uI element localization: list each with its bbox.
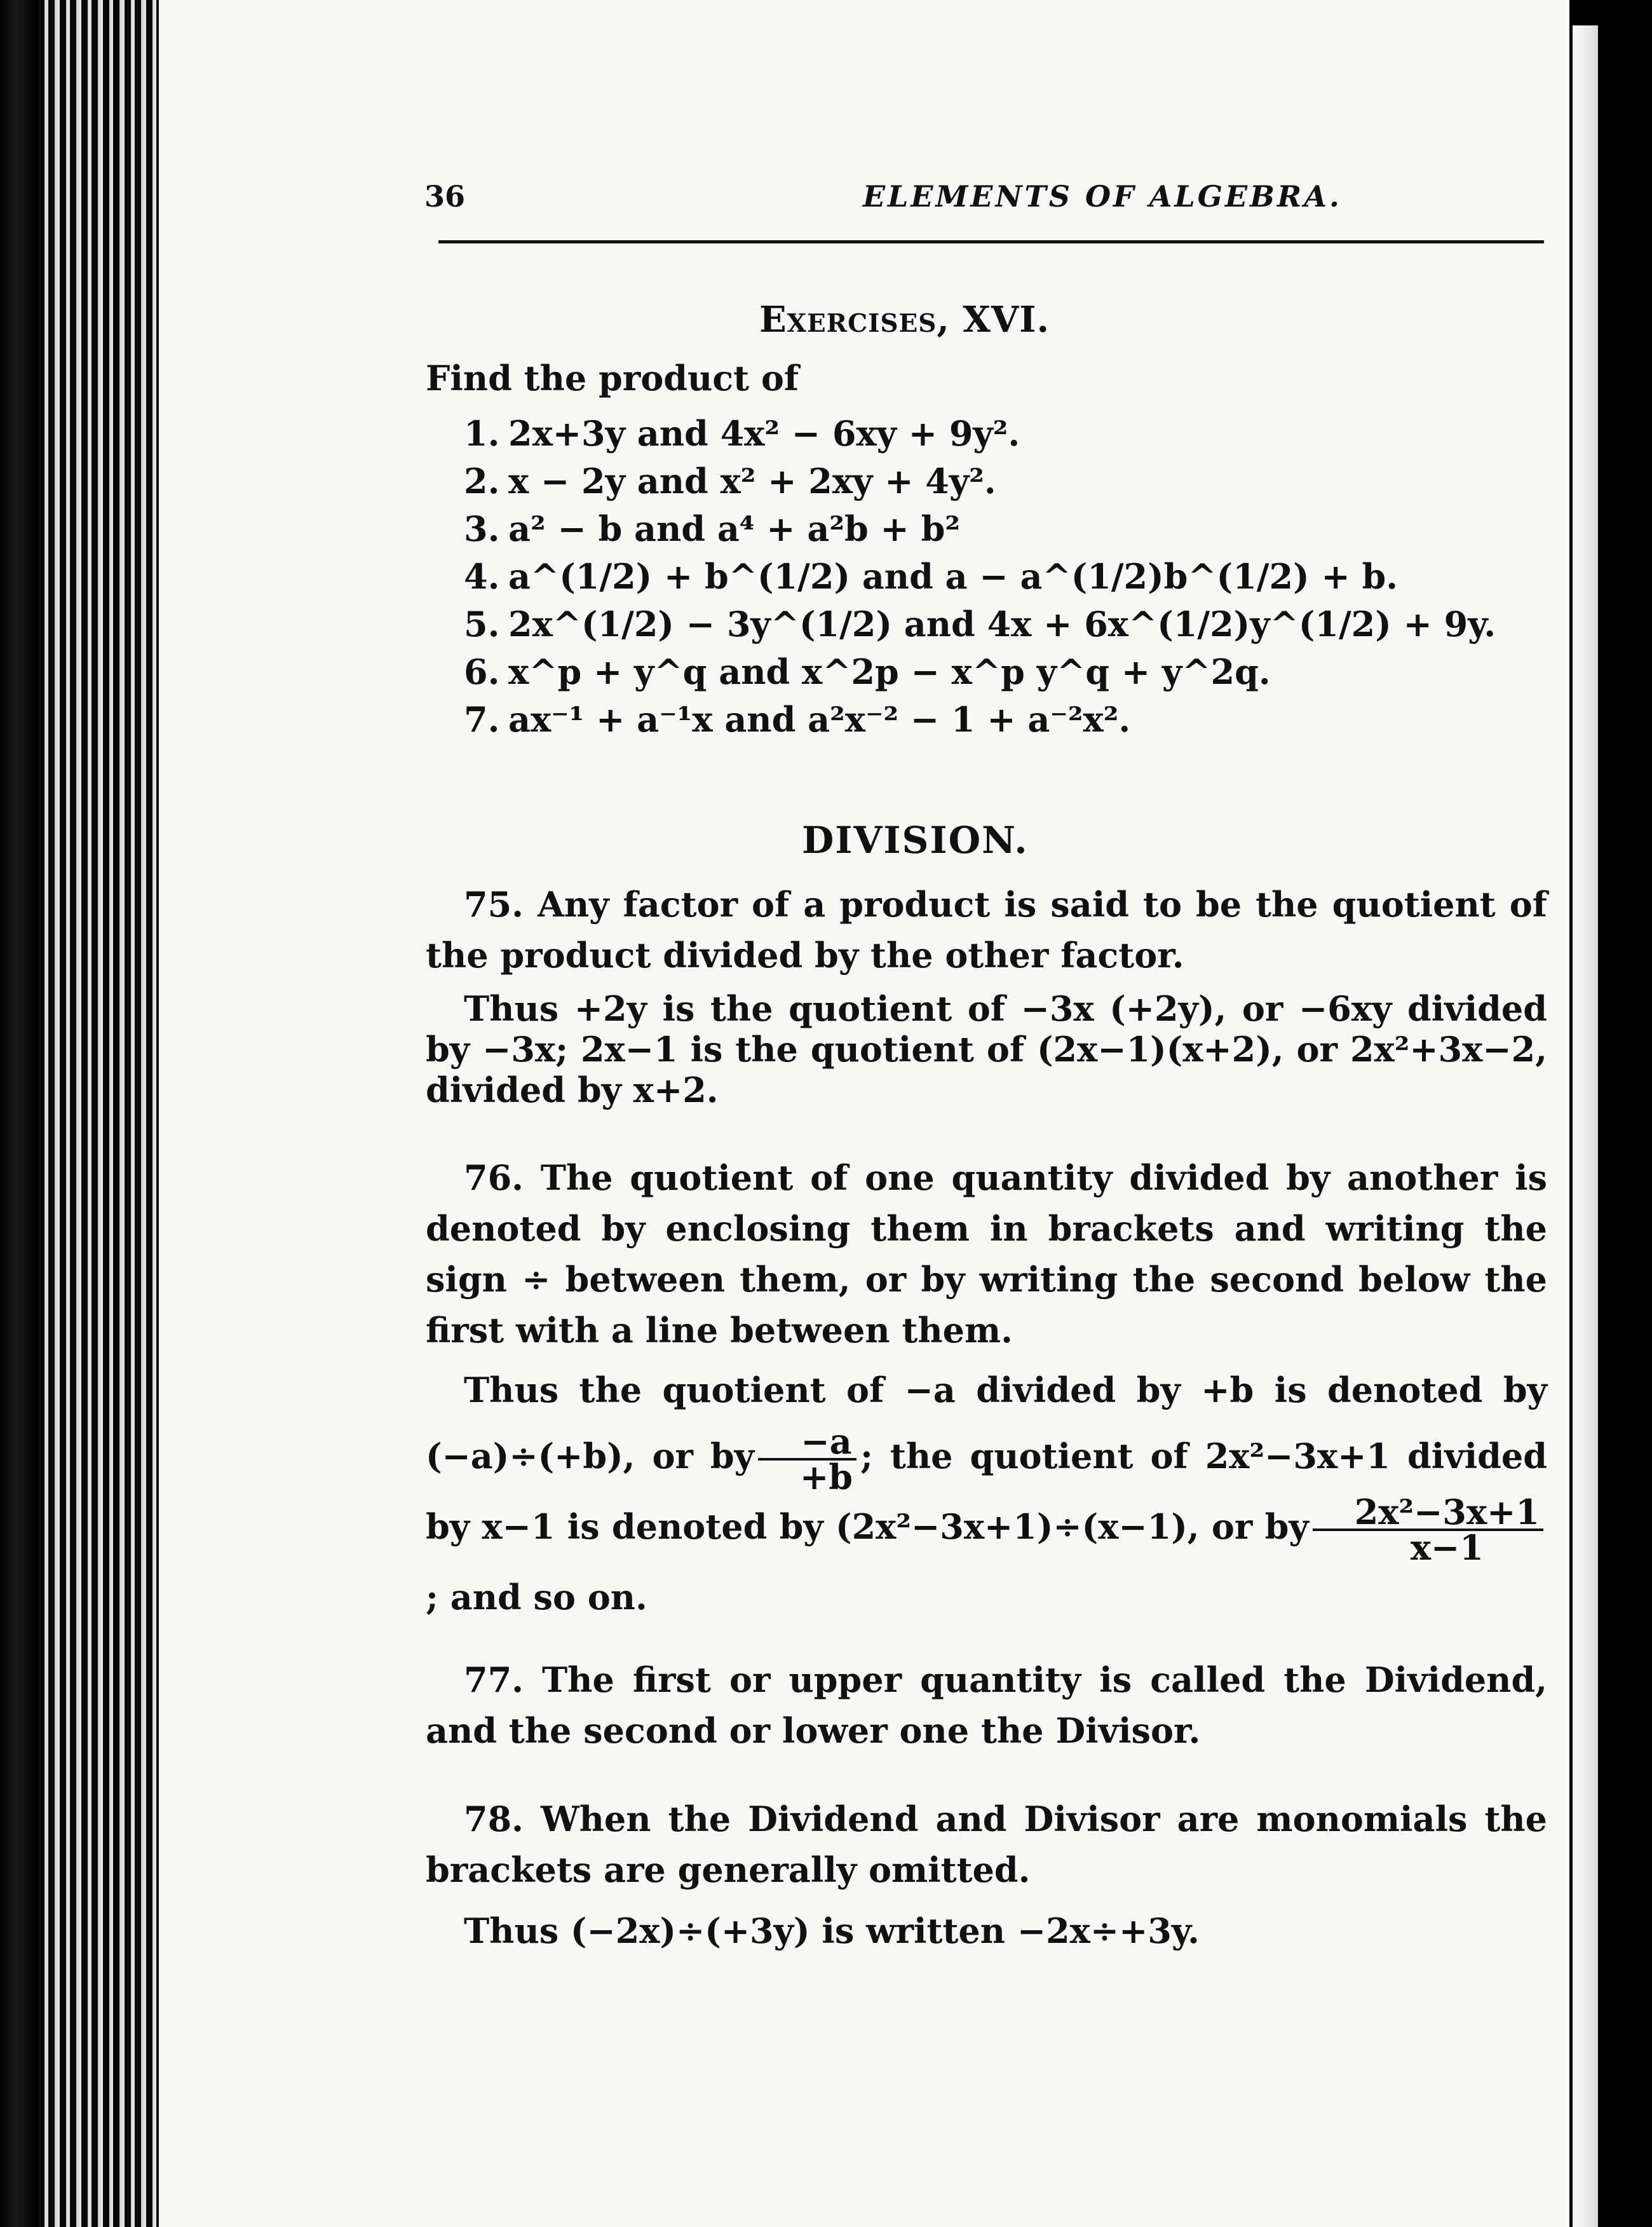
exercise-item: 4. a^(1/2) + b^(1/2) and a − a^(1/2)b^(1/2) + b. (464, 556, 1398, 597)
exercise-list (464, 413, 1544, 747)
exercise-item: 3. a² − b and a⁴ + a²b + b² (464, 508, 960, 549)
fraction-numerator: −a (758, 1425, 856, 1461)
paragraph-75-example: Thus +2y is the quotient of −3x (+2y), or −6xy divided by −3x; 2x−1 is the quotient of (2x−1)(x+2), or 2x²+3x−2, divided by x+2. (426, 988, 1547, 1110)
paragraph-78: 78. When the Dividend and Divisor are monomials the brackets are generally omitted. (426, 1799, 1547, 1890)
exercise-item: 7. ax⁻¹ + a⁻¹x and a²x⁻² − 1 + a⁻²x². (464, 699, 1131, 740)
book-page (159, 0, 1569, 2227)
scan-left-border (0, 0, 38, 2227)
fraction-numerator: 2x²−3x+1 (1313, 1495, 1543, 1531)
exercise-item: 5. 2x^(1/2) − 3y^(1/2) and 4x + 6x^(1/2)y^(1/2) + 9y. (464, 604, 1496, 644)
fraction-denominator: x−1 (1410, 1527, 1484, 1568)
fraction-neg-a-over-b (758, 1420, 856, 1497)
p76-example-text-b: ; the quotient of 2x²−3x+1 divided by x−1 is denoted by (2x²−3x+1)÷(x−1), or by (426, 1436, 1547, 1547)
header-rule (438, 240, 1544, 243)
running-title: ELEMENTS OF ALGEBRA. (863, 179, 1342, 214)
fraction-denominator: +b (800, 1456, 853, 1497)
p76-example-text-a: Thus the quotient of −a divided by +b is denoted by (−a)÷(+b), or by (426, 1370, 1547, 1476)
exercise-item: 1. 2x+3y and 4x² − 6xy + 9y². (464, 413, 1020, 454)
paragraph-76-example (426, 1357, 1547, 1630)
paragraph-75: 75. Any factor of a product is said to be the quotient of the product divided by the other factor. (426, 884, 1547, 976)
exercise-item: 6. x^p + y^q and x^2p − x^p y^q + y^2q. (464, 651, 1271, 692)
exercises-intro: Find the product of (426, 358, 799, 398)
exercise-item: 2. x − 2y and x² + 2xy + 4y². (464, 461, 996, 501)
running-header (424, 173, 1555, 224)
page-number: 36 (424, 179, 466, 214)
exercises-title: Exercises, XVI. (759, 299, 1050, 341)
next-page-edge (1573, 25, 1598, 2227)
p76-example-text-c: ; and so on. (426, 1576, 647, 1617)
page-stack-edges (38, 0, 159, 2227)
fraction-polynomial (1313, 1491, 1543, 1568)
paragraph-78-example: Thus (−2x)÷(+3y) is written −2x÷+3y. (464, 1910, 1200, 1951)
paragraph-76: 76. The quotient of one quantity divided by another is denoted by enclosing them in brackets and writing the sign ÷ between them, or by writing the second below the first with a line between them. (426, 1157, 1547, 1351)
paragraph-77: 77. The first or upper quantity is called the Dividend, and the second or lower one the Divisor. (426, 1659, 1547, 1751)
division-heading: DIVISION. (802, 819, 1029, 862)
